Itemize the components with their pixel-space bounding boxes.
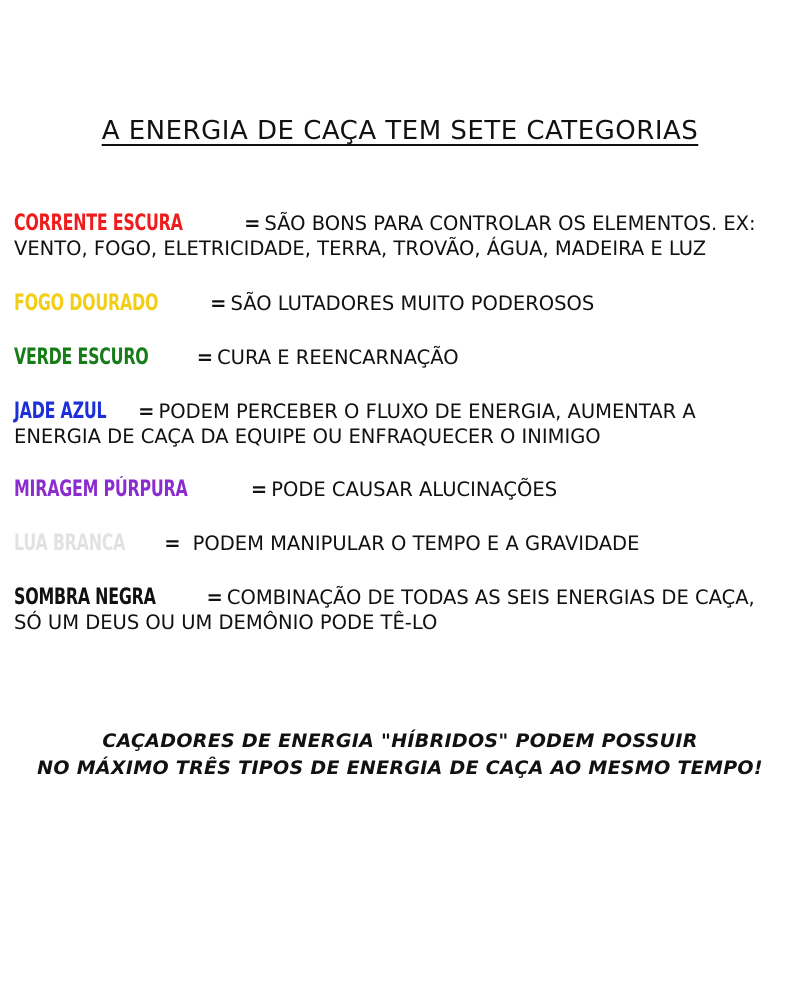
category-description-continued: SÓ UM DEUS OU UM DEMÔNIO PODE TÊ-LO xyxy=(14,611,438,634)
category-description: SÃO BONS PARA CONTROLAR OS ELEMENTOS. EX: xyxy=(264,212,756,235)
category-name: LUA BRANCA xyxy=(14,531,126,556)
page-title-text: A ENERGIA DE CAÇA TEM SETE CATEGORIAS xyxy=(101,116,699,146)
category-name: JADE AZUL xyxy=(14,399,107,424)
category-jade-azul xyxy=(14,399,790,449)
hybrid-note-line-1: CAÇADORES DE ENERGIA "HÍBRIDOS" PODEM POSSUIR xyxy=(102,730,698,752)
page-title xyxy=(0,116,800,146)
category-description: COMBINAÇÃO DE TODAS AS SEIS ENERGIAS DE CAÇA, xyxy=(226,586,755,609)
separator: = xyxy=(244,212,261,235)
separator: = xyxy=(196,346,214,369)
category-name: MIRAGEM PÚRPURA xyxy=(14,477,188,502)
category-line-1 xyxy=(14,345,790,370)
hybrid-note-line-2: NO MÁXIMO TRÊS TIPOS DE ENERGIA DE CAÇA AO MESMO TEMPO! xyxy=(37,757,763,779)
category-description: PODEM MANIPULAR O TEMPO E A GRAVIDADE xyxy=(192,532,640,555)
category-description: PODE CAUSAR ALUCINAÇÕES xyxy=(271,478,558,501)
category-description: PODEM PERCEBER O FLUXO DE ENERGIA, AUMENTAR A xyxy=(158,400,696,423)
category-name: VERDE ESCURO xyxy=(14,345,149,370)
category-miragem-purpura xyxy=(14,477,790,502)
category-line-1 xyxy=(14,399,790,424)
separator: = xyxy=(250,478,268,501)
category-sombra-negra xyxy=(14,585,790,635)
category-line-1 xyxy=(14,477,790,502)
category-name: SOMBRA NEGRA xyxy=(14,585,156,610)
separator: = xyxy=(164,532,181,555)
category-description-continued: ENERGIA DE CAÇA DA EQUIPE OU ENFRAQUECER O INIMIGO xyxy=(14,425,601,448)
category-line-1 xyxy=(14,531,790,556)
separator: = xyxy=(206,586,223,609)
category-verde-escuro xyxy=(14,345,790,370)
category-description: SÃO LUTADORES MUITO PODEROSOS xyxy=(230,292,595,315)
category-line-1 xyxy=(14,585,790,610)
separator: = xyxy=(210,292,227,315)
category-description-continued: VENTO, FOGO, ELETRICIDADE, TERRA, TROVÃO, ÁGUA, MADEIRA E LUZ xyxy=(14,237,707,260)
separator: = xyxy=(138,400,155,423)
category-line-1 xyxy=(14,291,790,316)
category-name: CORRENTE ESCURA xyxy=(14,211,183,236)
category-corrente-escura xyxy=(14,211,790,261)
category-name: FOGO DOURADO xyxy=(14,291,159,316)
category-line-1 xyxy=(14,211,790,236)
category-description: CURA E REENCARNAÇÃO xyxy=(217,346,459,369)
category-fogo-dourado xyxy=(14,291,790,316)
category-lua-branca xyxy=(14,531,790,556)
hybrid-note xyxy=(0,728,800,782)
